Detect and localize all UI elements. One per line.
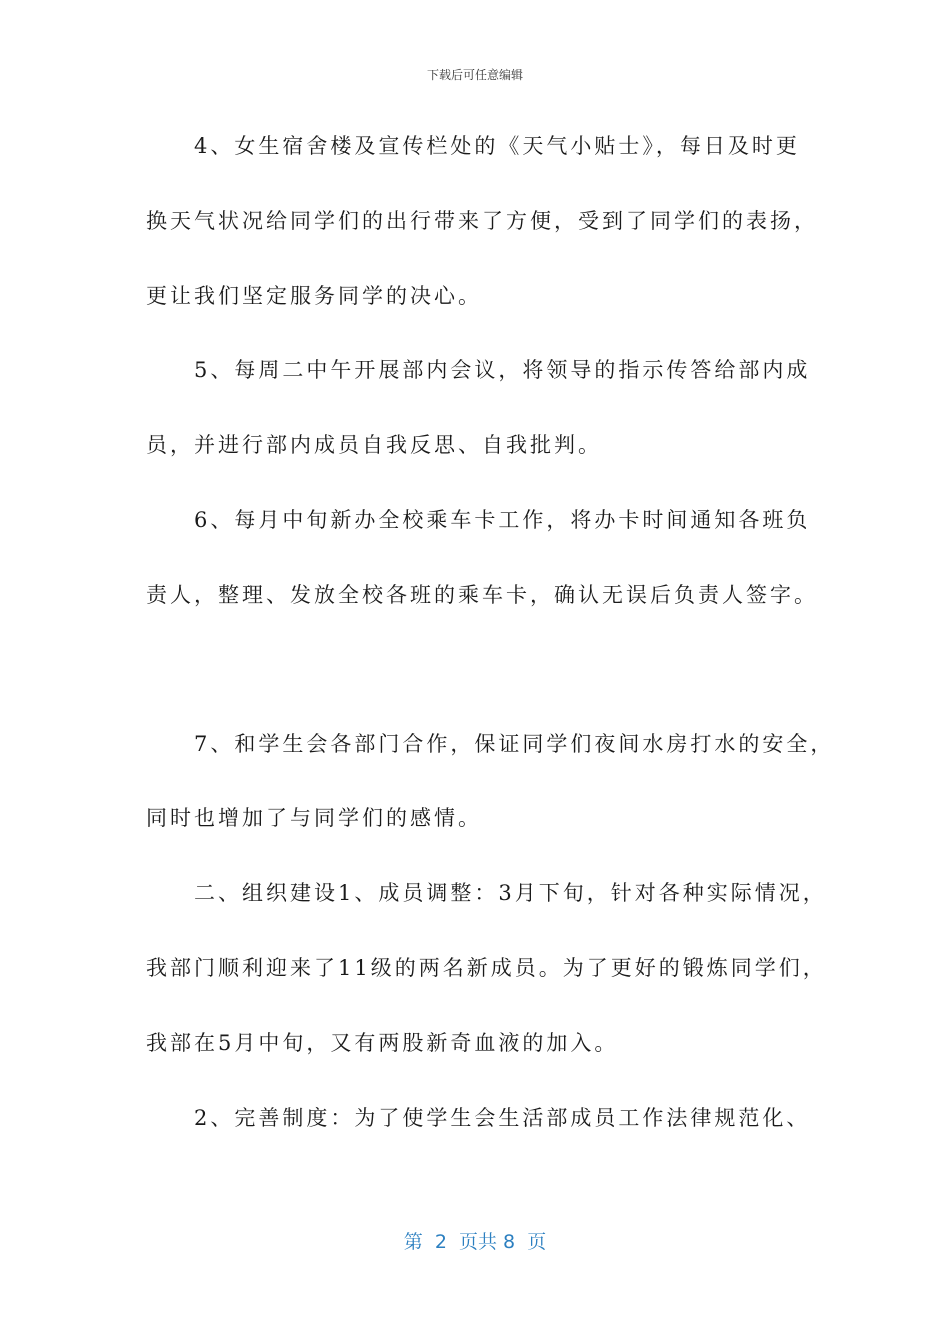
paragraph-line: 同时也增加了与同学们的感情。 bbox=[146, 806, 482, 830]
paragraph-line: 我部门顺利迎来了11级的两名新成员。为了更好的锻炼同学们， bbox=[146, 956, 827, 980]
paragraph-line: 二、组织建设1、成员调整：3月下旬，针对各种实际情况， bbox=[146, 881, 827, 905]
paragraph-line: 5、每周二中午开展部内会议，将领导的指示传答给部内成 bbox=[146, 358, 811, 382]
paragraph-line: 6、每月中旬新办全校乘车卡工作，将办卡时间通知各班负 bbox=[146, 508, 811, 532]
paragraph-line: 员，并进行部内成员自我反思、自我批判。 bbox=[146, 433, 602, 457]
paragraph-line: 2、完善制度：为了使学生会生活部成员工作法律规范化、 bbox=[146, 1106, 811, 1130]
page-header: 下载后可任意编辑 bbox=[426, 68, 523, 82]
paragraph-line: 7、和学生会各部门合作，保证同学们夜间水房打水的安全， bbox=[146, 732, 835, 756]
paragraph-line: 更让我们坚定服务同学的决心。 bbox=[146, 284, 482, 308]
paragraph-line: 4、女生宿舍楼及宣传栏处的《天气小贴士》，每日及时更 bbox=[146, 134, 800, 158]
page-number-footer: 第 2 页共 8 页 bbox=[403, 1231, 547, 1253]
paragraph-line: 我部在5月中旬，又有两股新奇血液的加入。 bbox=[146, 1031, 619, 1055]
paragraph-line: 责人，整理、发放全校各班的乘车卡，确认无误后负责人签字。 bbox=[146, 583, 818, 607]
paragraph-line: 换天气状况给同学们的出行带来了方便，受到了同学们的表扬， bbox=[146, 209, 818, 233]
